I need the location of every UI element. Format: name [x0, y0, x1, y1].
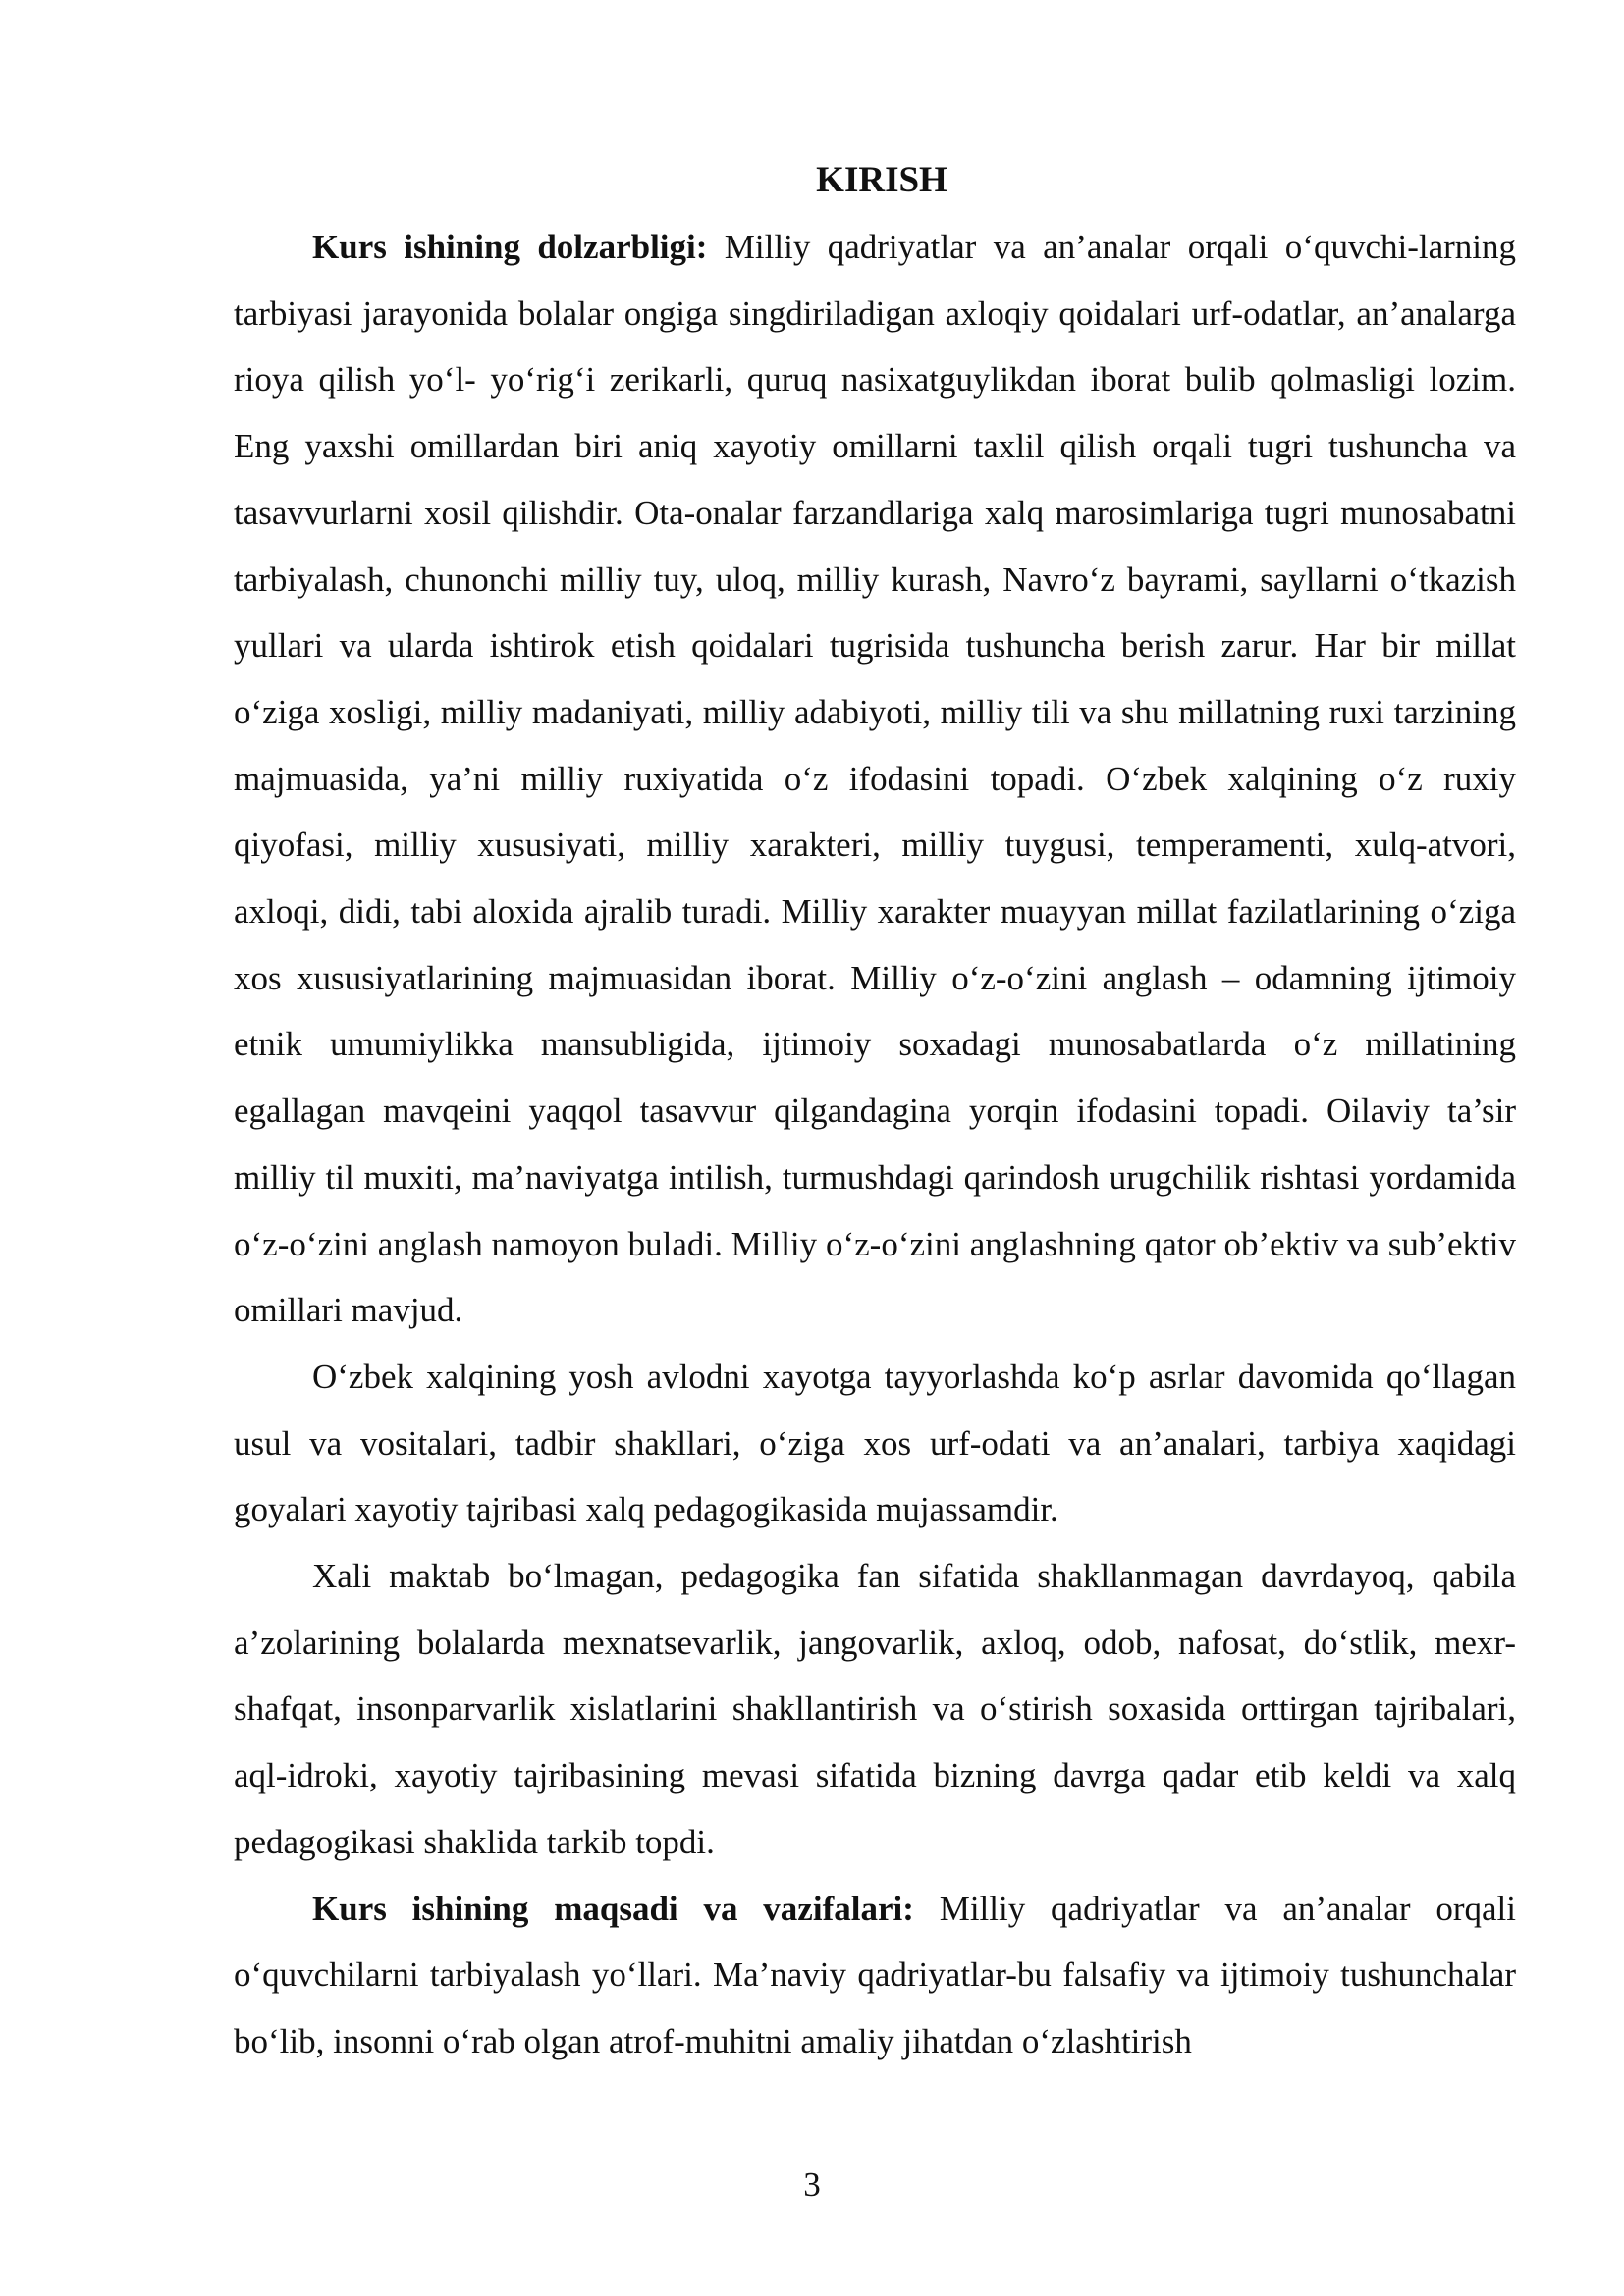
paragraph-folk-pedagogy — [234, 1344, 1516, 1543]
paragraph-tribal-experience — [234, 1543, 1516, 1876]
paragraph-lead: Kurs ishining maqsadi va vazifalari: — [312, 1889, 914, 1928]
paragraph-text: Milliy qadriyatlar va an’analar orqali o‘quvchilarni tarbiyalash yo‘llari. Ma’naviy qadriyatlar-bu falsafiy va ijtimoiy tushunchalar bo‘lib, insonni o‘rab olgan atrof-muhitni amaliy jihatdan o‘zlashtirish — [234, 1889, 1516, 2060]
page-number: 3 — [803, 2165, 821, 2204]
section-title: KIRISH — [816, 160, 947, 200]
document-page — [234, 147, 1516, 2075]
paragraph-goals — [234, 1876, 1516, 2075]
paragraph-text: O‘zbek xalqining yosh avlodni xayotga tayyorlashda ko‘p asrlar davomida qo‘llagan usul va vositalari, tadbir shakllari, o‘ziga xos urf-odati va an’analari, tarbiya xaqidagi goyalari xayotiy tajribasi xalq pedagogikasida mujassamdir. — [234, 1357, 1516, 1529]
paragraph-lead: Kurs ishining dolzarbligi: — [312, 228, 708, 266]
paragraph-text: Xali maktab bo‘lmagan, pedagogika fan sifatida shakllanmagan davrdayoq, qabila a’zolarining bolalarda mexnatsevarlik, jangovarlik, axloq, odob, nafosat, do‘stlik, mexr-shafqat, insonparvarlik xislatlarini shakllantirish va o‘stirish soxasida orttirgan tajribalari, aql-idroki, xayotiy tajribasining mevasi sifatida bizning davrga qadar etib keldi va xalq pedagogikasi shaklida tarkib topdi. — [234, 1557, 1516, 1861]
paragraph-text: Milliy qadriyatlar va an’analar orqali o‘quvchi-larning tarbiyasi jarayonida bolalar ongiga singdiriladigan axloqiy qoidalari urf-odatlar, an’analarga rioya qilish yo‘l- yo‘rig‘i zerikarli, quruq nasixatguylikdan iborat bulib qolmasligi lozim. Eng yaxshi omillardan biri aniq xayotiy omillarni taxlil qilish orqali tugri tushuncha va tasavvurlarni xosil qilishdir. Ota-onalar farzandlariga xalq marosimlariga tugri munosabatni tarbiyalash, chunonchi milliy tuy, uloq, milliy kurash, Navro‘z bayrami, sayllarni o‘tkazish yullari va ularda ishtirok etish qoidalari tugrisida tushuncha berish zarur. Har bir millat o‘ziga xosligi, milliy madaniyati, milliy adabiyoti, milliy tili va shu millatning ruxi tarzining majmuasida, ya’ni milliy ruxiyatida o‘z ifodasini topadi. O‘zbek xalqining o‘z ruxiy qiyofasi, milliy xususiyati, milliy xarakteri, milliy tuygusi, temperamenti, xulq-atvori, axloqi, didi, tabi aloxida ajralib turadi. Milliy xarakter muayyan millat fazilatlarining o‘ziga xos xususiyatlarining majmuasidan iborat. Milliy o‘z-o‘zini anglash – odamning ijtimoiy etnik umumiylikka mansubligida, ijtimoiy soxadagi munosabatlarda o‘z millatining egallagan mavqeini yaqqol tasavvur qilgandagina yorqin ifodasini topadi. Oilaviy ta’sir milliy til muxiti, ma’naviyatga intilish, turmushdagi qarindosh urugchilik rishtasi yordamida o‘z-o‘zini anglash namoyon buladi. Milliy o‘z-o‘zini anglashning qator ob’ektiv va sub’ektiv omillari mavjud. — [234, 228, 1516, 1330]
paragraph-relevance — [234, 214, 1516, 1344]
